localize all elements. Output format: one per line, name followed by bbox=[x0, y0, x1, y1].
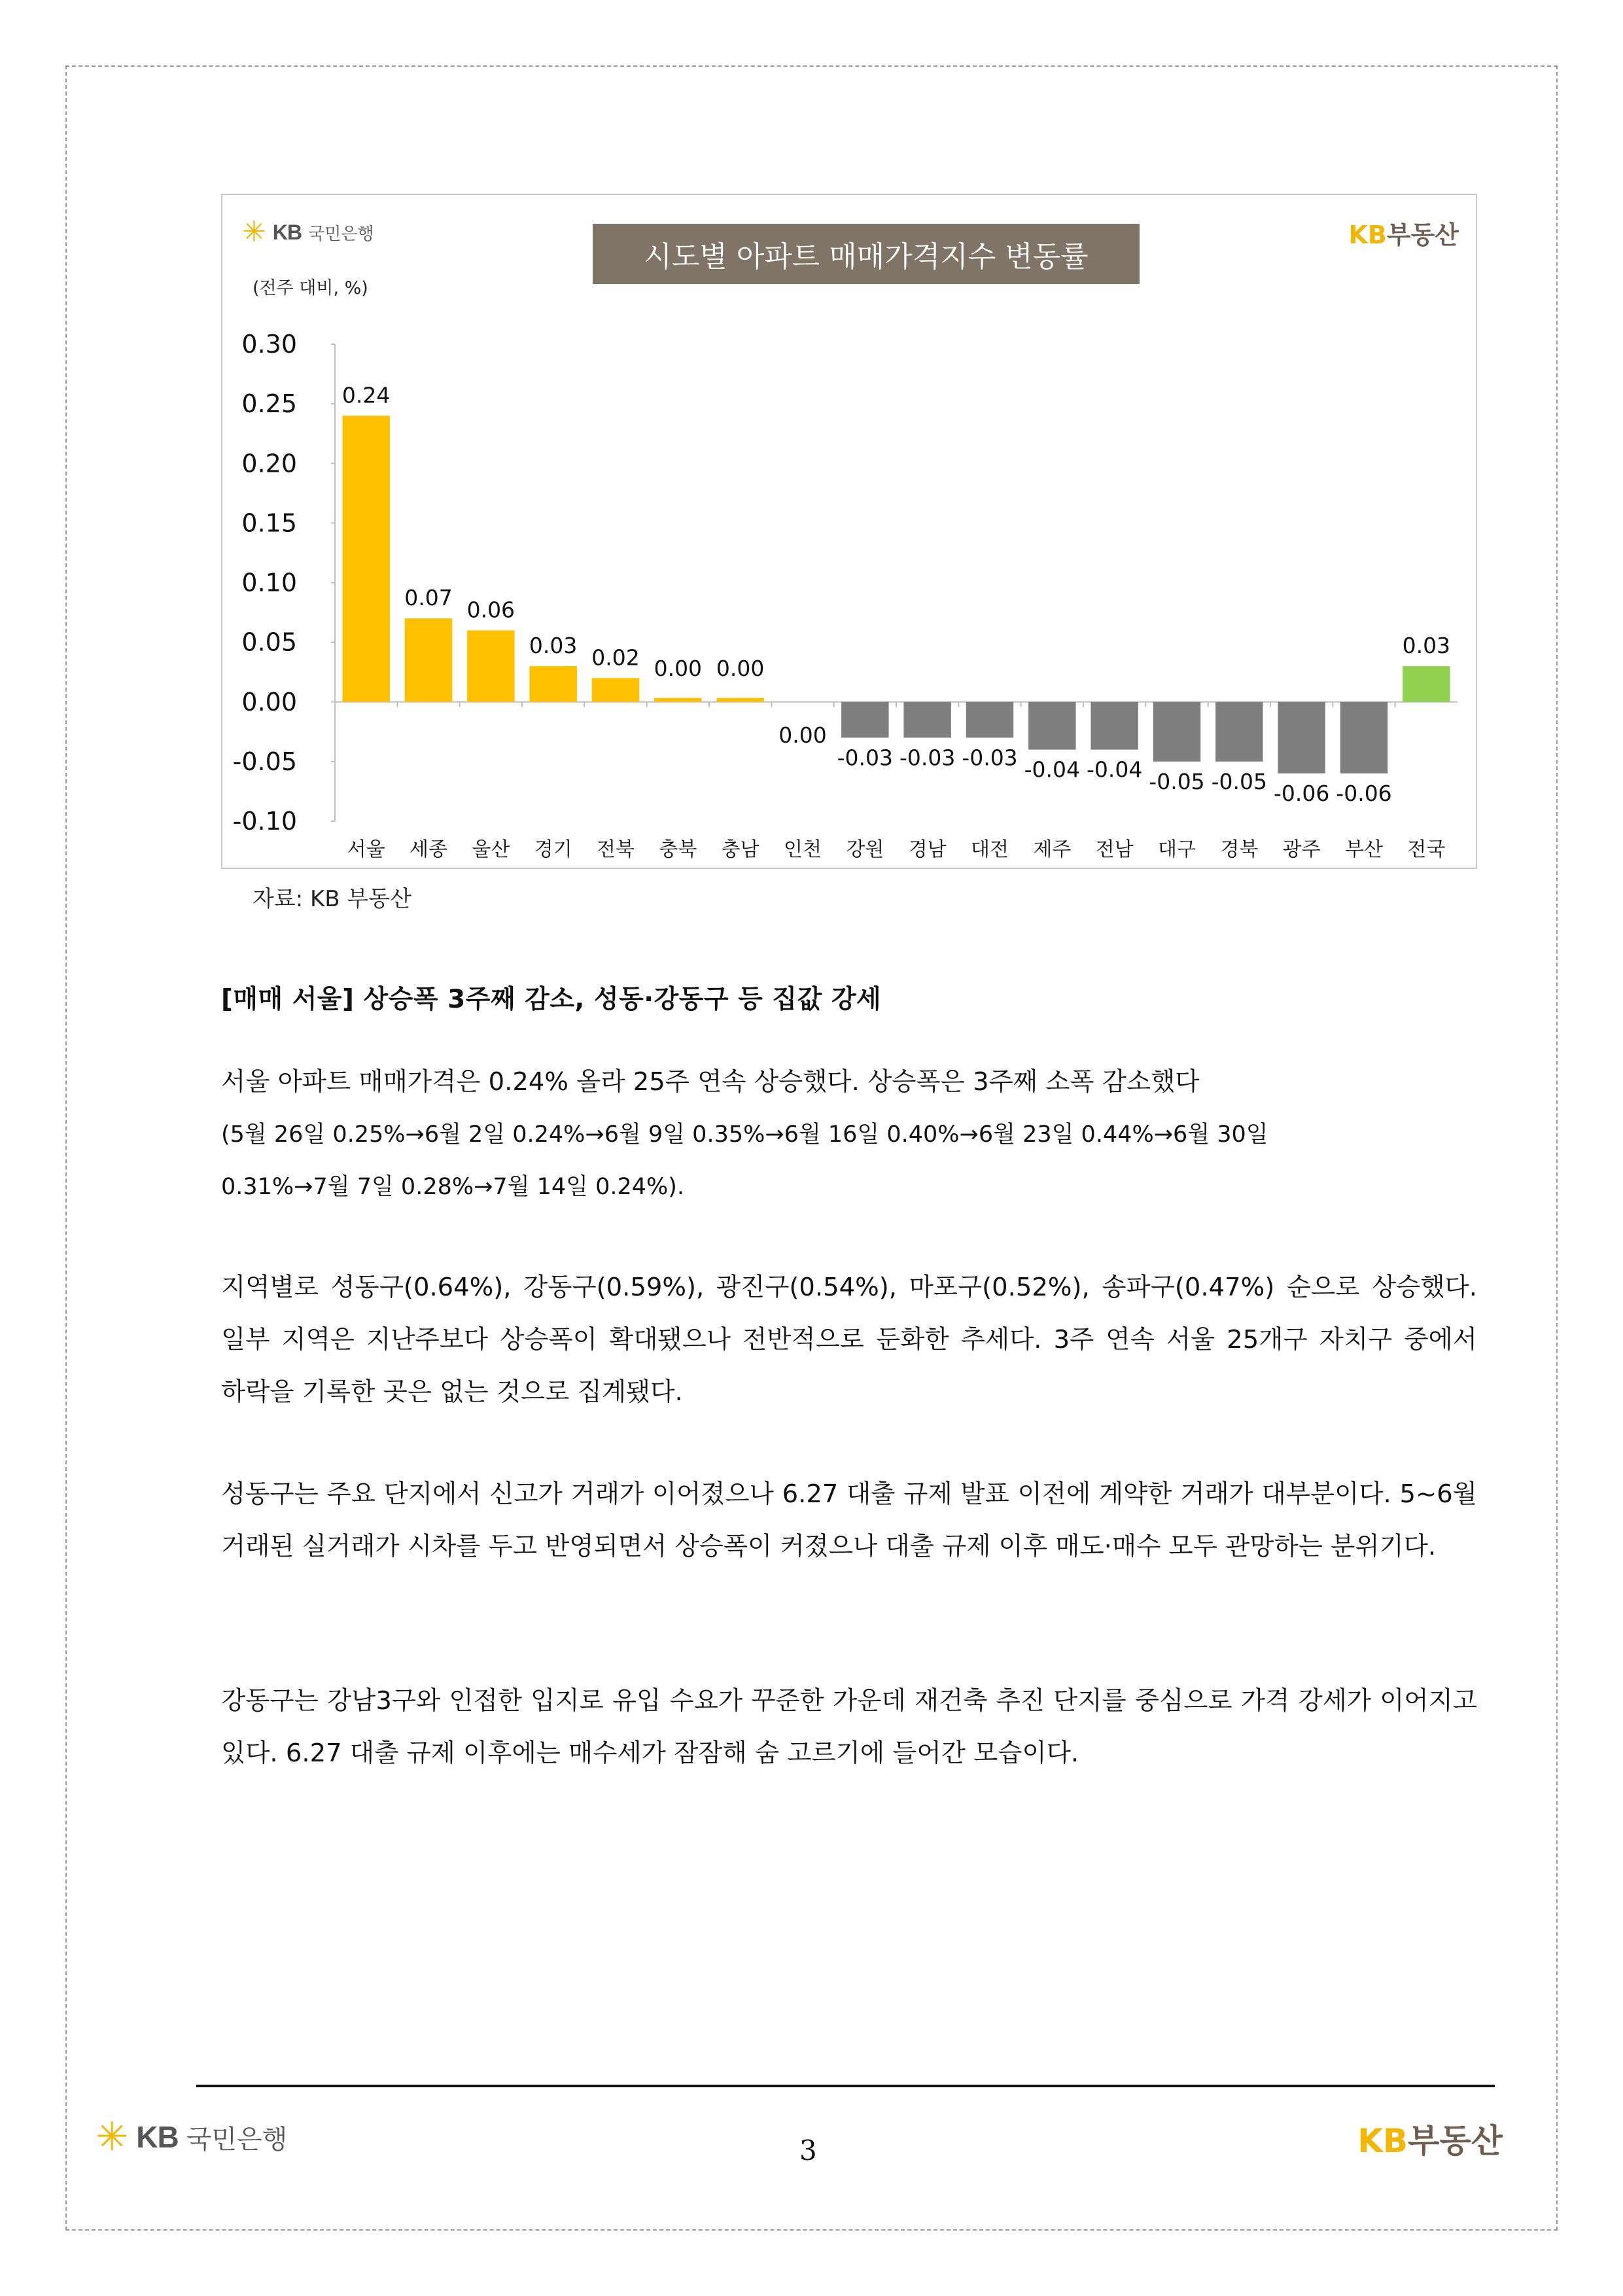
y-tick-label: 0.05 bbox=[241, 627, 297, 657]
footer-brand-kb: KB bbox=[1357, 2122, 1408, 2160]
x-tick-label: 세종 bbox=[410, 838, 447, 861]
chart-unit-label: (전주 대비, %) bbox=[253, 278, 368, 298]
bar-세종 bbox=[405, 618, 452, 702]
y-tick-label: 0.30 bbox=[241, 330, 297, 359]
data-label: -0.04 bbox=[1086, 756, 1143, 783]
bar-강원 bbox=[841, 702, 888, 738]
bar-경기 bbox=[529, 666, 576, 702]
x-tick-label: 충남 bbox=[721, 838, 759, 861]
data-label: -0.03 bbox=[837, 745, 894, 771]
data-label: -0.05 bbox=[1211, 768, 1268, 794]
paragraph-1 bbox=[221, 1056, 1477, 1213]
footer-brand-name: 부동산 bbox=[1408, 2122, 1503, 2160]
bar-울산 bbox=[467, 630, 514, 701]
bar-경남 bbox=[903, 702, 951, 738]
brand-kb-text: KB bbox=[1348, 221, 1387, 249]
data-label: 0.03 bbox=[529, 633, 578, 659]
kb-logo-text: KB bbox=[272, 220, 302, 244]
paragraph-1-line-1: 서울 아파트 매매가격은 0.24% 올라 25주 연속 상승했다. 상승폭은 3주째 소폭 감소했다 bbox=[221, 1067, 1200, 1097]
paragraph-2: 지역별로 성동구(0.64%), 강동구(0.59%), 광진구(0.54%), 마포구(0.52%), 송파구(0.47%) 순으로 상승했다. 일부 지역은 지난주보다 상승폭이 확대됐으나 전반적으로 둔화한 추세다. 3주 연속 서울 25개구 자치구 중에서 하락을 기록한 곳은 없는 것으로 집계됐다. bbox=[221, 1273, 1477, 1407]
y-tick-label: 0.15 bbox=[241, 508, 297, 538]
kb-star-icon: ✳ bbox=[96, 2114, 129, 2160]
data-label: 0.00 bbox=[716, 655, 765, 681]
x-tick-label: 제주 bbox=[1033, 838, 1072, 861]
bar-광주 bbox=[1278, 702, 1325, 773]
bar-충남 bbox=[716, 698, 763, 702]
footer-kb-text: KB bbox=[136, 2120, 179, 2154]
paragraph-1-line-3: 0.31%→7월 7일 0.28%→7월 14일 0.24%). bbox=[221, 1174, 685, 1200]
x-tick-label: 대구 bbox=[1158, 838, 1196, 861]
data-label: 0.24 bbox=[341, 382, 391, 408]
page-number: 3 bbox=[799, 2134, 817, 2166]
data-label: 0.06 bbox=[466, 597, 515, 623]
y-tick-label: 0.10 bbox=[241, 568, 297, 597]
x-tick-label: 경남 bbox=[908, 838, 947, 861]
bar-전북 bbox=[592, 678, 639, 701]
data-label: -0.04 bbox=[1024, 756, 1081, 783]
bar-chart bbox=[222, 195, 1476, 868]
x-tick-label: 전국 bbox=[1407, 838, 1446, 861]
footer-bank-logo bbox=[96, 2114, 288, 2160]
data-label: -0.03 bbox=[962, 745, 1018, 771]
x-tick-label: 경북 bbox=[1220, 838, 1259, 861]
x-tick-label: 대전 bbox=[971, 838, 1009, 861]
data-label: 0.00 bbox=[778, 722, 827, 748]
x-tick-label: 전북 bbox=[597, 838, 635, 861]
bar-전남 bbox=[1091, 702, 1138, 750]
footer-divider bbox=[196, 2085, 1495, 2087]
data-label: -0.06 bbox=[1336, 781, 1392, 807]
data-label: 0.03 bbox=[1402, 633, 1451, 659]
bar-부산 bbox=[1340, 702, 1387, 773]
footer-realestate-logo bbox=[1357, 2115, 1503, 2162]
bar-경북 bbox=[1215, 702, 1263, 762]
data-label: 0.07 bbox=[404, 585, 453, 611]
bar-제주 bbox=[1028, 702, 1075, 750]
x-tick-label: 경기 bbox=[534, 838, 572, 861]
data-label: -0.06 bbox=[1273, 781, 1330, 807]
bar-충북 bbox=[654, 698, 701, 702]
paragraph-3: 성동구는 주요 단지에서 신고가 거래가 이어졌으나 6.27 대출 규제 발표 이전에 계약한 거래가 대부분이다. 5~6월 거래된 실거래가 시차를 두고 반영되면서 상승폭이 커졌으나 대출 규제 이후 매도·매수 모두 관망하는 분위기다. bbox=[221, 1479, 1477, 1561]
x-tick-label: 인천 bbox=[784, 838, 822, 861]
data-label: -0.03 bbox=[899, 745, 956, 771]
x-tick-label: 울산 bbox=[472, 838, 510, 861]
y-tick-label: -0.10 bbox=[232, 807, 297, 836]
bank-logo-text: 국민은행 bbox=[308, 224, 374, 244]
data-label: -0.05 bbox=[1149, 768, 1205, 794]
brand-name-text: 부동산 bbox=[1386, 221, 1459, 249]
y-tick-label: 0.25 bbox=[241, 389, 297, 419]
x-tick-label: 충북 bbox=[659, 838, 697, 861]
x-tick-label: 전남 bbox=[1095, 838, 1134, 861]
bar-대전 bbox=[966, 702, 1013, 738]
x-tick-label: 서울 bbox=[347, 838, 385, 861]
bar-대구 bbox=[1153, 702, 1200, 762]
paragraph-4: 강동구는 강남3구와 인접한 입지로 유입 수요가 꾸준한 가운데 재건축 추진 단지를 중심으로 가격 강세가 이어지고 있다. 6.27 대출 규제 이후에는 매수세가 잠잠해 숨 고르기에 들어간 모습이다. bbox=[221, 1686, 1477, 1768]
paragraph-1-line-2: (5월 26일 0.25%→6월 2일 0.24%→6월 9일 0.35%→6월 16일 0.40%→6월 23일 0.44%→6월 30일 bbox=[221, 1122, 1268, 1148]
chart-source: 자료: KB 부동산 bbox=[253, 886, 411, 912]
bar-전국 bbox=[1403, 666, 1450, 702]
data-label: 0.02 bbox=[591, 645, 640, 671]
y-tick-label: 0.00 bbox=[241, 687, 297, 716]
kb-star-icon: ✳ bbox=[242, 215, 266, 249]
chart-container bbox=[221, 194, 1477, 869]
bar-서울 bbox=[342, 415, 389, 701]
x-tick-label: 광주 bbox=[1282, 838, 1321, 861]
section-heading: [매매 서울] 상승폭 3주째 감소, 성동·강동구 등 집값 강세 bbox=[221, 985, 882, 1014]
y-tick-label: -0.05 bbox=[232, 747, 297, 776]
y-tick-label: 0.20 bbox=[241, 449, 297, 478]
x-tick-label: 강원 bbox=[846, 838, 884, 861]
x-tick-label: 부산 bbox=[1345, 838, 1383, 861]
chart-title: 시도별 아파트 매매가격지수 변동률 bbox=[593, 224, 1140, 284]
footer-bank-name: 국민은행 bbox=[186, 2124, 288, 2155]
data-label: 0.00 bbox=[654, 655, 703, 681]
